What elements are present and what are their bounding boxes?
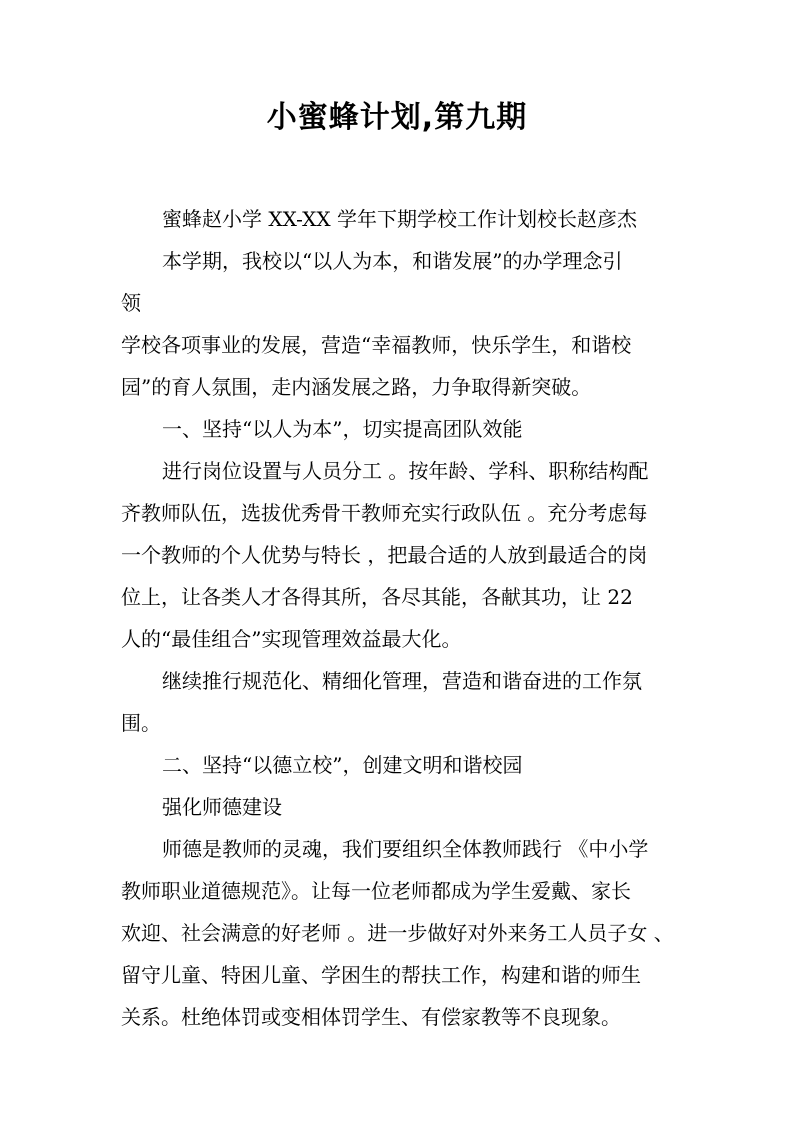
document-title: 小蜜蜂计划,第九期 bbox=[266, 100, 528, 135]
paragraph-line: 师德是教师的灵魂，我们要组织全体教师践行 《中小学 bbox=[162, 837, 649, 861]
paragraph-line: 学校各项事业的发展，营造“幸福教师，快乐学生，和谐校 bbox=[121, 333, 632, 357]
paragraph-line: 一个教师的个人优势与特长 ，把最合适的人放到最适合的岗 bbox=[121, 543, 648, 567]
paragraph-line: 园”的育人氛围，走内涵发展之路，力争取得新突破。 bbox=[121, 375, 592, 399]
paragraph-line: 继续推行规范化、精细化管理，营造和谐奋进的工作氛 bbox=[162, 669, 642, 693]
paragraph-line: 欢迎、社会满意的好老师 。进一步做好对外来务工人员子女 、 bbox=[121, 921, 674, 945]
section-heading: 二、坚持“以德立校”，创建文明和谐校园 bbox=[162, 753, 523, 777]
subsection-heading: 强化师德建设 bbox=[162, 795, 282, 819]
document-body bbox=[121, 198, 677, 1038]
paragraph-line: 齐教师队伍，选拔优秀骨干教师充实行政队伍 。充分考虑每 bbox=[121, 501, 648, 525]
paragraph-line: 围。 bbox=[121, 711, 161, 735]
paragraph-line: 蜜蜂赵小学 XX-XX 学年下期学校工作计划校长赵彦杰 bbox=[162, 207, 637, 231]
paragraph-line: 人的“最佳组合”实现管理效益最大化。 bbox=[121, 627, 462, 651]
paragraph-line: 进行岗位设置与人员分工 。按年龄、学科、职称结构配 bbox=[162, 459, 649, 483]
paragraph-line: 教师职业道德规范》。让每一位老师都成为学生爱戴、家长 bbox=[121, 879, 631, 903]
paragraph-line: 领 bbox=[121, 291, 141, 315]
section-heading: 一、坚持“以人为本”，切实提高团队效能 bbox=[162, 417, 523, 441]
paragraph-line: 留守儿童、特困儿童、学困生的帮扶工作，构建和谐的师生 bbox=[121, 963, 641, 987]
paragraph-line: 关系。杜绝体罚或变相体罚学生、有偿家教等不良现象。 bbox=[121, 1005, 621, 1029]
paragraph-line: 位上，让各类人才各得其所，各尽其能，各献其功，让 22 bbox=[121, 585, 633, 609]
paragraph-line: 本学期，我校以“以人为本，和谐发展”的办学理念引 bbox=[162, 249, 623, 273]
